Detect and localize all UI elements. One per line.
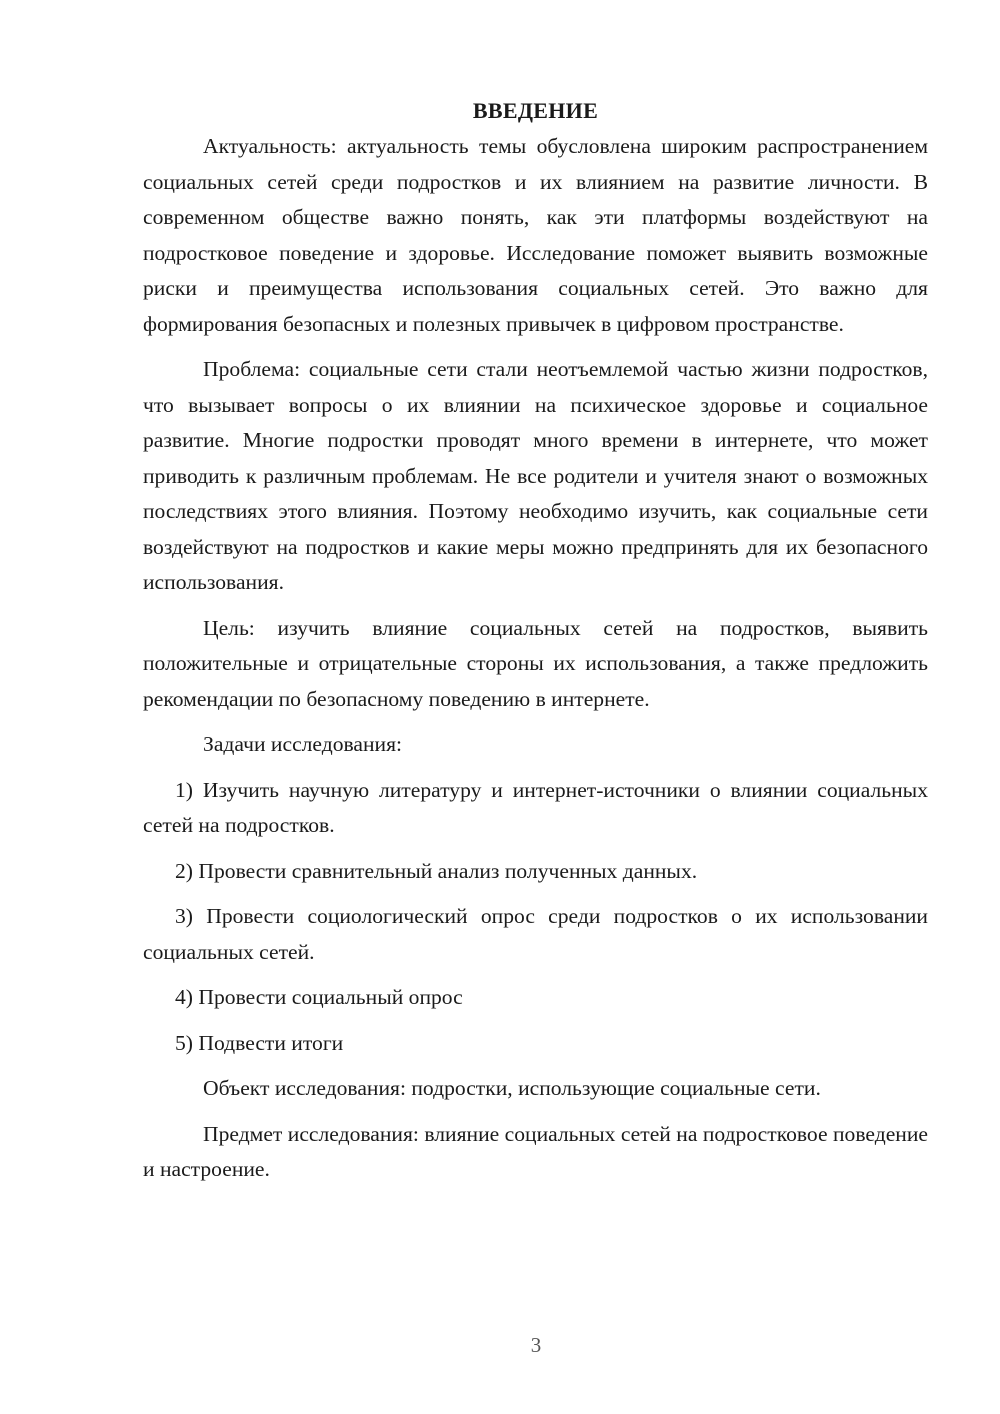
page-number: 3 xyxy=(530,1333,542,1357)
task-item-1: 1) Изучить научную литературу и интернет-источники о влиянии социальных сетей на подростков. xyxy=(143,777,928,837)
task-item-3: 3) Провести социологический опрос среди подростков о их использовании социальных сетей. xyxy=(143,904,928,964)
task-item-5: 5) Подвести итоги xyxy=(175,1030,344,1055)
goal-paragraph: Цель: изучить влияние социальных сетей на подростков, выявить положительные и отрицательные стороны их использования, а также предложить рекомендации по безопасному поведению в интернете. xyxy=(143,615,928,711)
problem-paragraph: Проблема: социальные сети стали неотъемлемой частью жизни подростков, что вызывает вопросы о их влиянии на психическое здоровье и социальное развитие. Многие подростки проводят много времени в интернете, что может приводить к различным проблемам. Не все родители и учителя знают о возможных последствиях этого влияния. Поэтому необходимо изучить, как социальные сети воздействуют на подростков и какие меры можно предпринять для их безопасного использования. xyxy=(143,357,928,594)
section-title: ВВЕДЕНИЕ xyxy=(472,98,599,123)
relevance-paragraph: Актуальность: актуальность темы обусловлена широким распространением социальных сетей среди подростков и их влиянием на развитие личности. В современном обществе важно понять, как эти платформы воздействуют на подростковое поведение и здоровье. Исследование поможет выявить возможные риски и преимущества использования социальных сетей. Это важно для формирования безопасных и полезных привычек в цифровом пространстве. xyxy=(143,134,928,336)
document-page xyxy=(143,96,928,1188)
task-item-4: 4) Провести социальный опрос xyxy=(175,985,463,1009)
task-item-2: 2) Провести сравнительный анализ полученных данных. xyxy=(175,858,698,883)
tasks-heading: Задачи исследования: xyxy=(203,732,403,756)
object-paragraph: Объект исследования: подростки, использующие социальные сети. xyxy=(203,1076,821,1100)
subject-paragraph: Предмет исследования: влияние социальных сетей на подростковое поведение и настроение. xyxy=(143,1121,928,1181)
